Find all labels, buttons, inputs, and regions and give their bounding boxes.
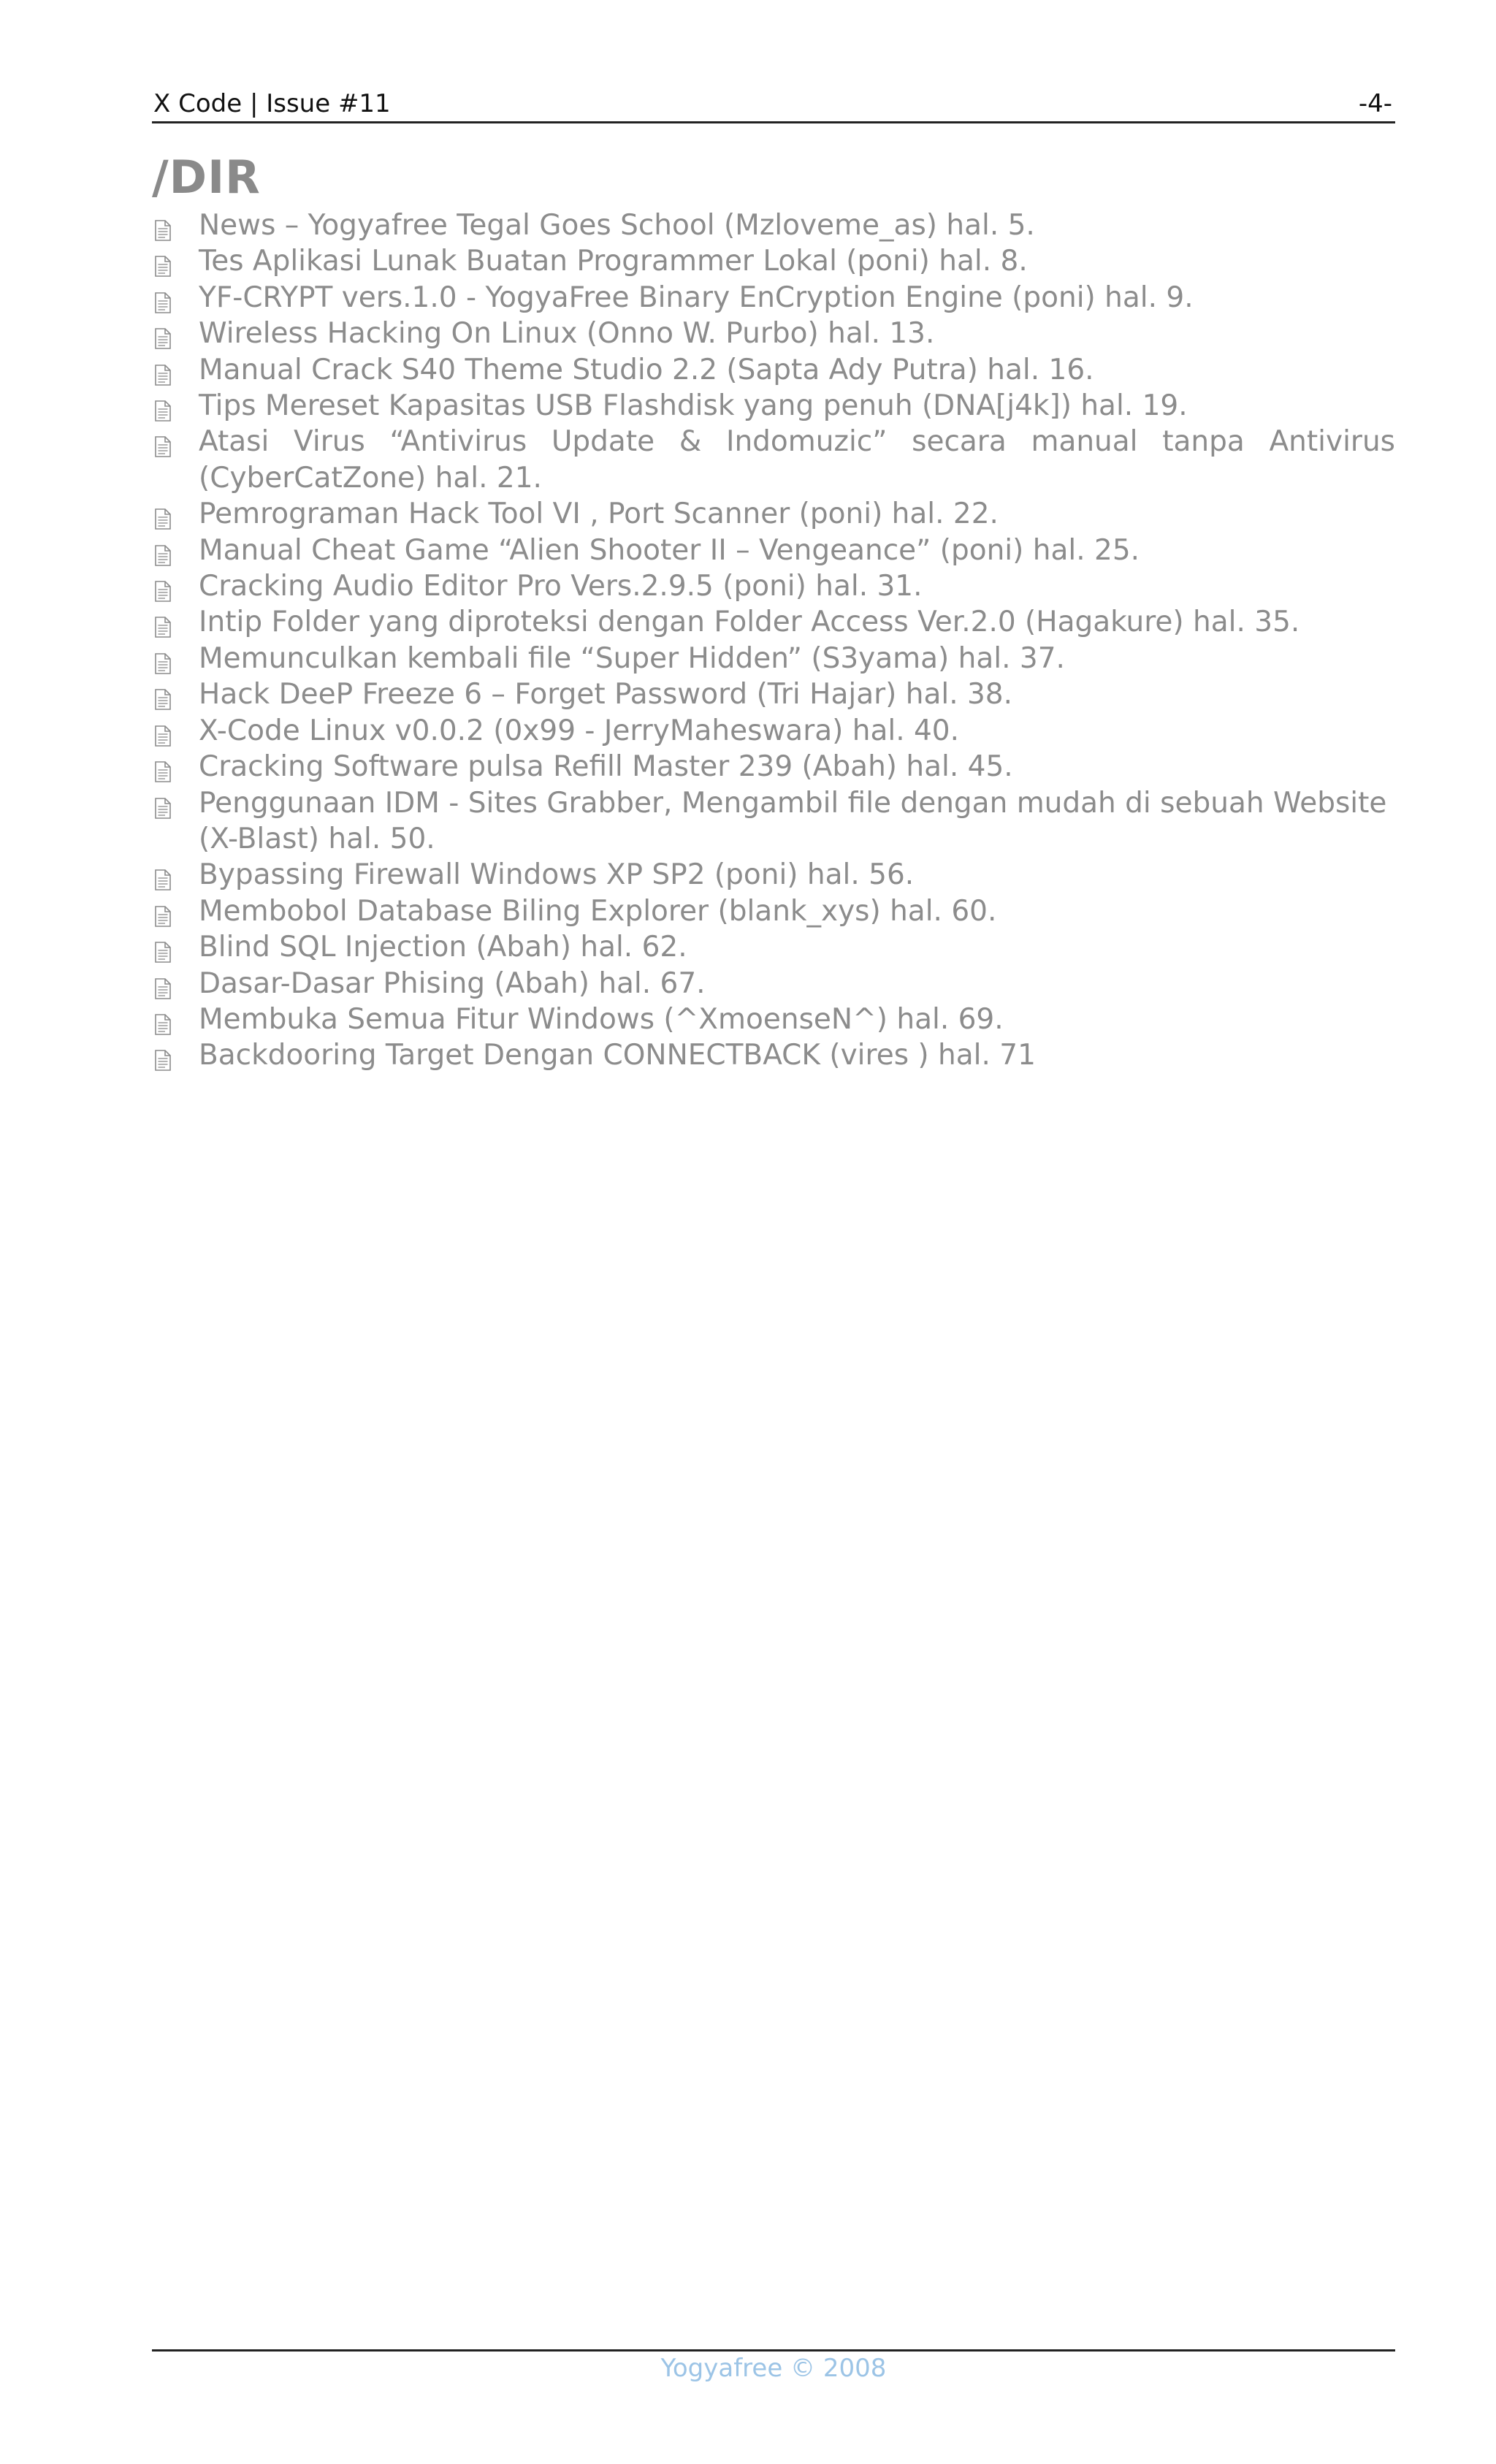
toc-entry-text: Tes Aplikasi Lunak Buatan Programmer Lokal (poni) hal. 8. <box>199 245 1028 278</box>
toc-entry <box>152 533 1395 568</box>
toc-entry-text: Membuka Semua Fitur Windows (^XmoenseN^) hal. 69. <box>199 1002 1004 1036</box>
toc-entry-text: Manual Crack S40 Theme Studio 2.2 (Sapta Ady Putra) hal. 16. <box>199 353 1094 386</box>
toc-entry <box>152 243 1395 279</box>
toc-entry <box>152 424 1395 496</box>
document-icon <box>155 394 171 416</box>
toc-entry <box>152 1002 1395 1037</box>
header-title: X Code | Issue #11 <box>153 89 391 118</box>
toc-entry-text: News – Yogyafree Tegal Goes School (Mzloveme_as) hal. 5. <box>199 209 1035 242</box>
toc-entry-text: Dasar-Dasar Phising (Abah) hal. 67. <box>199 966 706 1000</box>
document-icon <box>155 683 171 704</box>
document-icon <box>155 720 171 741</box>
toc-entry <box>152 893 1395 929</box>
toc-entry-text: Bypassing Firewall Windows XP SP2 (poni) hal. 56. <box>199 858 915 892</box>
document-icon <box>155 1008 171 1029</box>
document-icon <box>155 322 171 343</box>
toc-entry-text: Backdooring Target Dengan CONNECTBACK (vires ) hal. 71 <box>199 1039 1036 1072</box>
toc-entry-text: Cracking Software pulsa Refill Master 239 (Abah) hal. 45. <box>199 750 1013 784</box>
toc-entry-text: Tips Mereset Kapasitas USB Flashdisk yang penuh (DNA[j4k]) hal. 19. <box>199 389 1188 423</box>
toc-entry-text: Penggunaan IDM - Sites Grabber, Mengambil file dengan mudah di sebuah Website (X-Blast) hal. 50. <box>199 786 1387 855</box>
toc-entry <box>152 785 1395 858</box>
toc-entry <box>152 352 1395 388</box>
document-icon <box>155 250 171 271</box>
toc-entry <box>152 929 1395 965</box>
footer-copyright: Yogyafree © 2008 <box>660 2354 887 2383</box>
toc-entry <box>152 1037 1395 1073</box>
page-header <box>152 86 1395 123</box>
toc-entry-text: Memunculkan kembali file “Super Hidden” (S3yama) hal. 37. <box>199 641 1065 675</box>
section-title: /DIR <box>152 150 261 204</box>
toc-entry-text: X-Code Linux v0.0.2 (0x99 - JerryMaheswara) hal. 40. <box>199 714 960 747</box>
document-icon <box>155 503 171 524</box>
toc-entry-text: Hack DeeP Freeze 6 – Forget Password (Tri Hajar) hal. 38. <box>199 678 1013 712</box>
toc-entry-text: Manual Cheat Game “Alien Shooter II – Vengeance” (poni) hal. 25. <box>199 533 1140 567</box>
document-icon <box>155 359 171 380</box>
document-icon <box>155 286 171 308</box>
footer-rule <box>152 2349 1395 2352</box>
page-number: -4- <box>1358 89 1392 118</box>
document-icon <box>155 755 171 777</box>
toc-entry-text: Pemrograman Hack Tool VI , Port Scanner (poni) hal. 22. <box>199 497 999 531</box>
document-icon <box>155 430 171 451</box>
toc-entry <box>152 857 1395 893</box>
document-icon <box>155 647 171 668</box>
toc-entry <box>152 749 1395 785</box>
toc-entry-text: YF-CRYPT vers.1.0 - YogyaFree Binary EnCryption Engine (poni) hal. 9. <box>199 281 1194 314</box>
document-icon <box>155 1044 171 1065</box>
document-icon <box>155 972 171 993</box>
document-icon <box>155 792 171 813</box>
toc-entry <box>152 280 1395 316</box>
toc-entry <box>152 966 1395 1002</box>
table-of-contents <box>152 207 1395 1074</box>
toc-entry <box>152 316 1395 351</box>
document-icon <box>155 611 171 632</box>
toc-entry <box>152 207 1395 243</box>
toc-entry <box>152 388 1395 424</box>
toc-entry-text: Atasi Virus “Antivirus Update & Indomuzic” secara manual tanpa Antivirus (CyberCatZone) hal. 21. <box>199 425 1395 495</box>
toc-entry <box>152 713 1395 749</box>
document-icon <box>155 936 171 957</box>
toc-entry-text: Intip Folder yang diproteksi dengan Folder Access Ver.2.0 (Hagakure) hal. 35. <box>199 606 1300 639</box>
document-icon <box>155 900 171 921</box>
toc-entry <box>152 641 1395 676</box>
document-icon <box>155 214 171 235</box>
document-icon <box>155 863 171 885</box>
document-icon <box>155 539 171 560</box>
toc-entry-text: Membobol Database Biling Explorer (blank_xys) hal. 60. <box>199 894 997 928</box>
toc-entry <box>152 676 1395 712</box>
toc-entry <box>152 496 1395 532</box>
toc-entry-text: Wireless Hacking On Linux (Onno W. Purbo) hal. 13. <box>199 317 935 351</box>
toc-entry-text: Blind SQL Injection (Abah) hal. 62. <box>199 931 687 964</box>
toc-entry <box>152 604 1395 640</box>
toc-entry <box>152 568 1395 604</box>
toc-entry-text: Cracking Audio Editor Pro Vers.2.9.5 (poni) hal. 31. <box>199 570 923 603</box>
document-icon <box>155 575 171 596</box>
